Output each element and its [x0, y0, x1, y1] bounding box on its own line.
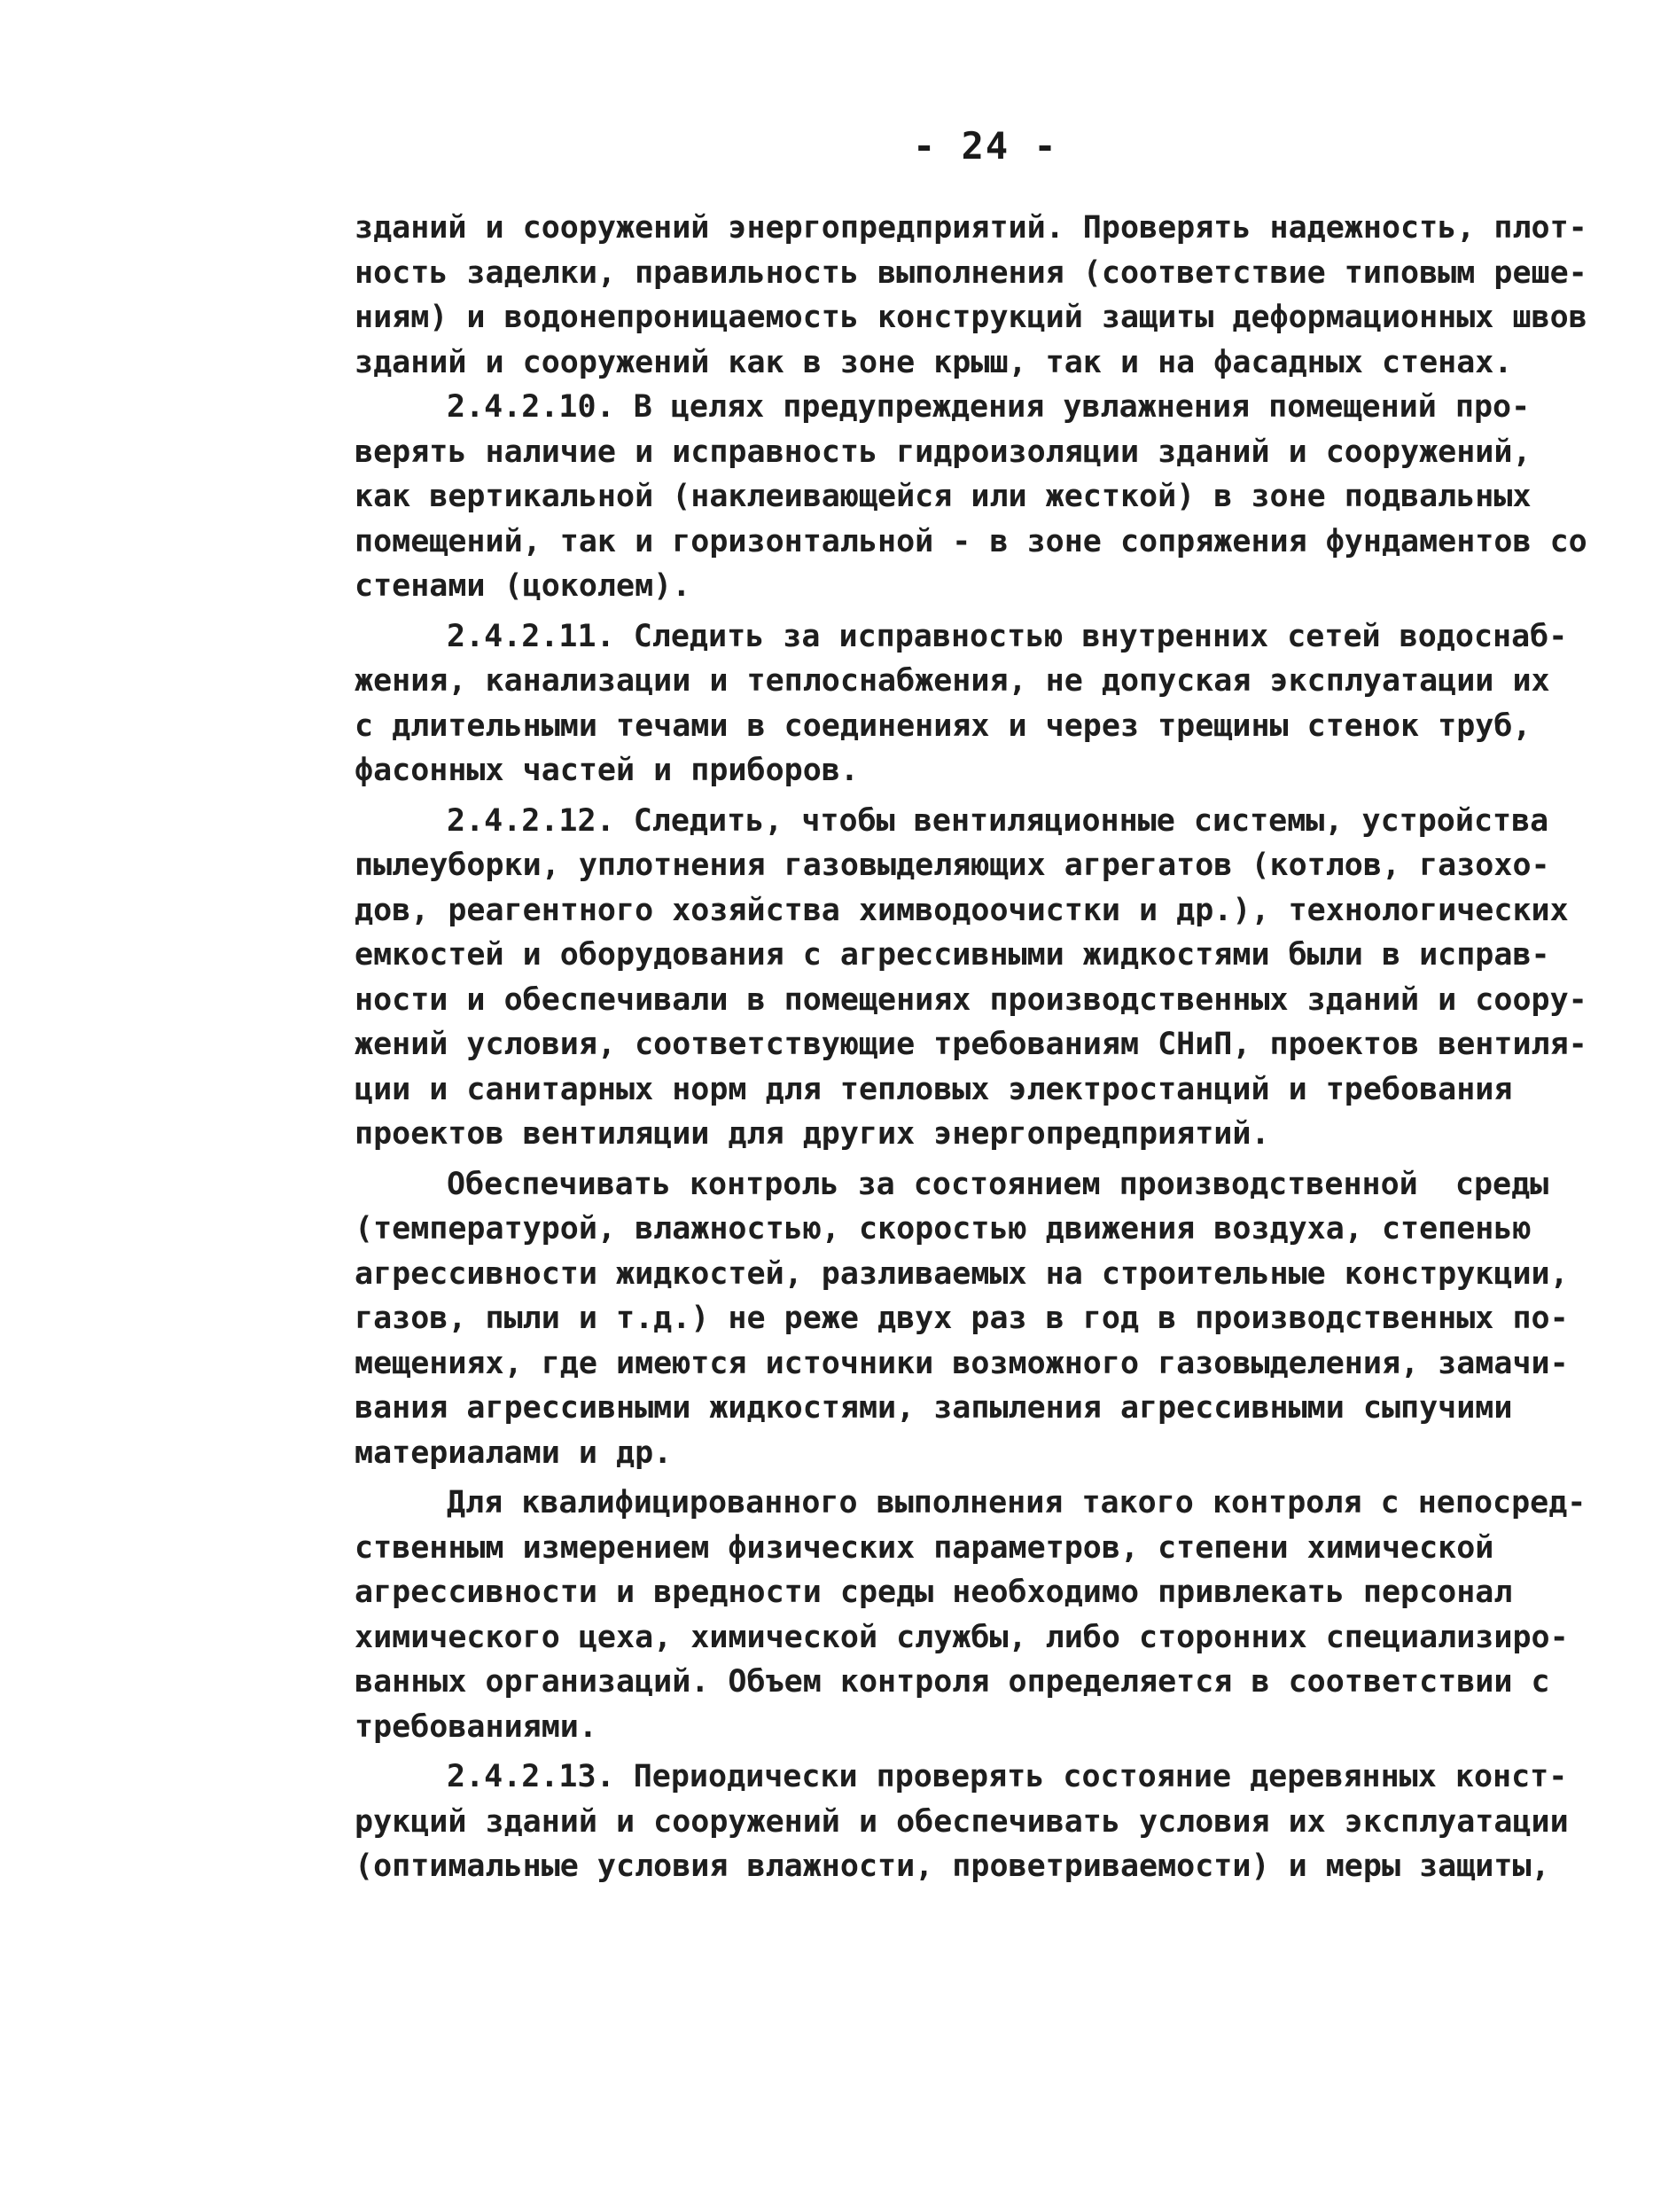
- text-line: 2.4.2.10. В целях предупреждения увлажнения помещений про-: [447, 389, 1531, 425]
- text-line: жения, канализации и теплоснабжения, не допуская эксплуатации их: [355, 663, 1550, 699]
- text-line: как вертикальной (наклеивающейся или жесткой) в зоне подвальных: [355, 479, 1532, 514]
- text-line: (температурой, влажностью, скоростью движения воздуха, степенью: [355, 1211, 1532, 1247]
- body-text: [355, 206, 1587, 1889]
- text-line: (оптимальные условия влажности, проветриваемости) и меры защиты,: [355, 1849, 1550, 1884]
- text-line: ность заделки, правильность выполнения (соответствие типовым реше-: [355, 254, 1587, 291]
- text-line: ственным измерением физических параметров, степени химической: [355, 1529, 1494, 1566]
- text-line: 2.4.2.11. Следить за исправностью внутренних сетей водоснаб-: [447, 618, 1568, 654]
- text-line: пылеуборки, уплотнения газовыделяющих агрегатов (котлов, газохо-: [355, 848, 1550, 883]
- text-line: ции и санитарных норм для тепловых электростанций и требования: [355, 1071, 1513, 1107]
- text-line: ности и обеспечивали в помещениях производственных зданий и соору-: [355, 981, 1587, 1018]
- text-line: агрессивности и вредности среды необходимо привлекать персонал: [355, 1575, 1513, 1610]
- text-line: дов, реагентного хозяйства химводоочистки и др.), технологических: [355, 892, 1569, 928]
- text-line: ниям) и водонепроницаемость конструкций защиты деформационных швов: [355, 300, 1587, 335]
- text-line: емкостей и оборудования с агрессивными жидкостями были в исправ-: [355, 937, 1550, 973]
- text-line: химического цеха, химической службы, либо сторонних специализиро-: [355, 1619, 1569, 1655]
- text-line: помещений, так и горизонтальной - в зоне сопряжения фундаментов со: [355, 523, 1587, 559]
- text-line: с длительными течами в соединениях и через трещины стенок труб,: [355, 707, 1532, 744]
- text-line: проектов вентиляции для других энергопредприятий.: [355, 1116, 1270, 1152]
- text-line: материалами и др.: [355, 1434, 673, 1471]
- text-line: агрессивности жидкостей, разливаемых на строительные конструкции,: [355, 1255, 1569, 1292]
- text-line: ванных организаций. Объем контроля определяется в соответствии с: [355, 1664, 1550, 1700]
- text-line: Для квалифицированного выполнения такого контроля с непосред-: [447, 1485, 1587, 1520]
- text-line: вания агрессивными жидкостями, запыления агрессивными сыпучими: [355, 1390, 1513, 1426]
- text-line: требованиями.: [355, 1708, 597, 1745]
- page-number: - 24 -: [913, 124, 1058, 168]
- text-line: фасонных частей и приборов.: [355, 753, 859, 788]
- text-line: стенами (цоколем).: [355, 568, 691, 604]
- text-line: мещениях, где имеются источники возможного газовыделения, замачи-: [355, 1345, 1569, 1381]
- text-line: рукций зданий и сооружений и обеспечивать условия их эксплуатации: [355, 1803, 1569, 1840]
- text-line: газов, пыли и т.д.) не реже двух раз в год в производственных по-: [355, 1301, 1569, 1336]
- text-line: зданий и сооружений как в зоне крыш, так и на фасадных стенах.: [355, 344, 1513, 380]
- text-line: 2.4.2.12. Следить, чтобы вентиляционные системы, устройства: [447, 802, 1549, 839]
- text-line: 2.4.2.13. Периодически проверять состояние деревянных конст-: [447, 1759, 1568, 1794]
- text-line: Обеспечивать контроль за состоянием производственной среды: [447, 1166, 1549, 1202]
- text-line: верять наличие и исправность гидроизоляции зданий и сооружений,: [355, 434, 1532, 470]
- text-line: жений условия, соответствующие требованиям СНиП, проектов вентиля-: [355, 1027, 1587, 1062]
- text-line: зданий и сооружений энергопредприятий. Проверять надежность, плот-: [355, 210, 1587, 246]
